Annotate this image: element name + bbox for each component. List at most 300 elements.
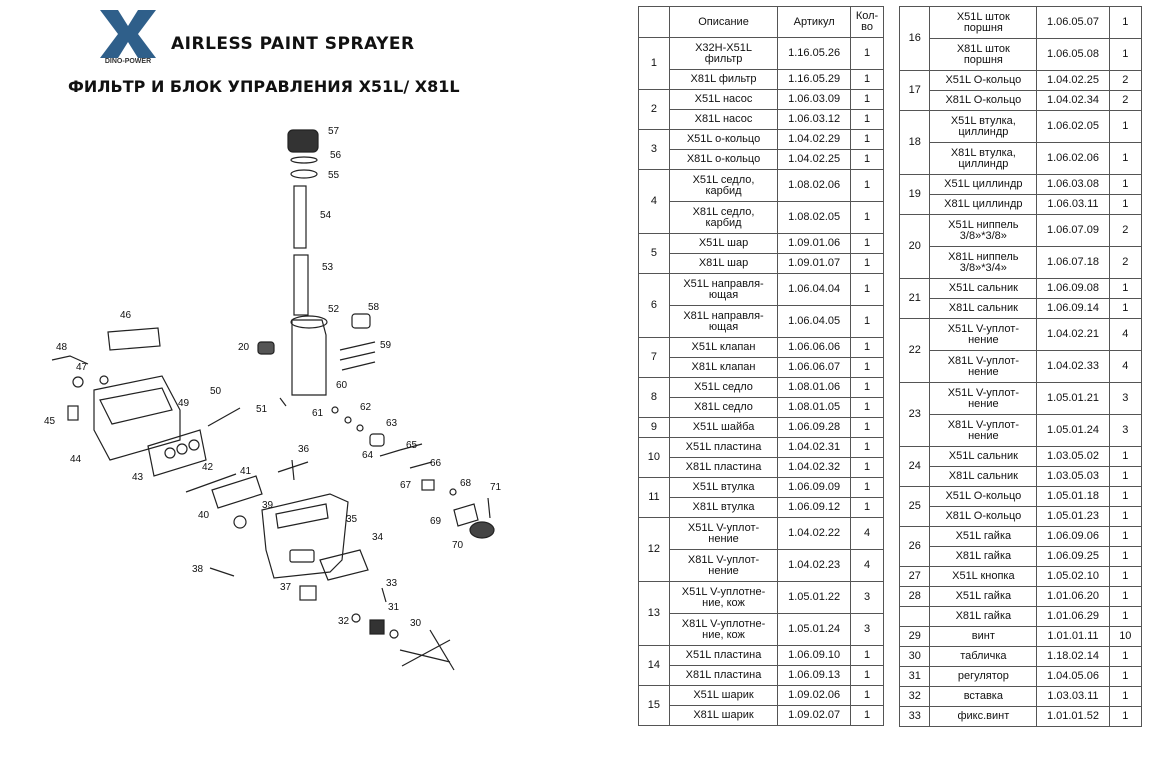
table-row xyxy=(900,319,1142,351)
part-qty: 1 xyxy=(851,90,884,110)
callout-49: 49 xyxy=(178,398,190,409)
callout-69: 69 xyxy=(430,516,442,527)
callout-59: 59 xyxy=(380,340,392,351)
table-row xyxy=(639,646,884,666)
parts-table-left xyxy=(638,6,884,726)
callout-33: 33 xyxy=(386,578,398,589)
item-number: 6 xyxy=(639,274,670,338)
part-article: 1.06.03.11 xyxy=(1037,195,1109,215)
table-row xyxy=(639,234,884,254)
part-qty: 1 xyxy=(851,254,884,274)
part-article: 1.01.06.20 xyxy=(1037,587,1109,607)
part-qty: 3 xyxy=(851,614,884,646)
part-qty: 1 xyxy=(1109,687,1141,707)
part-qty: 1 xyxy=(851,646,884,666)
part-description: X81L седло, карбид xyxy=(669,202,777,234)
item-number: 32 xyxy=(900,687,930,707)
item-number: 11 xyxy=(639,478,670,518)
item-number: 33 xyxy=(900,707,930,727)
part-qty: 1 xyxy=(1109,39,1141,71)
part-article: 1.06.07.18 xyxy=(1037,247,1109,279)
part-qty: 3 xyxy=(1109,383,1141,415)
part-description: X51L V-уплот- нение xyxy=(930,383,1037,415)
part-description: X81L фильтр xyxy=(669,70,777,90)
part-description: X51L циллиндр xyxy=(930,175,1037,195)
callout-44: 44 xyxy=(70,454,82,465)
item-number: 16 xyxy=(900,7,930,71)
table-row xyxy=(639,478,884,498)
table-row xyxy=(639,254,884,274)
table-row xyxy=(639,338,884,358)
part-qty: 1 xyxy=(1109,607,1141,627)
callout-45: 45 xyxy=(44,416,56,427)
callout-53: 53 xyxy=(322,262,334,273)
part-description: X81L пластина xyxy=(669,458,777,478)
part-article: 1.06.09.12 xyxy=(778,498,851,518)
part-qty: 1 xyxy=(1109,111,1141,143)
table-row xyxy=(900,467,1142,487)
part-article: 1.06.02.06 xyxy=(1037,143,1109,175)
part-qty: 1 xyxy=(851,38,884,70)
callout-68: 68 xyxy=(460,478,472,489)
item-number: 8 xyxy=(639,378,670,418)
part-description: X81L V-уплот- нение xyxy=(930,351,1037,383)
part-description: X51L О-кольцо xyxy=(930,71,1037,91)
part-description: X81L циллиндр xyxy=(930,195,1037,215)
item-number: 1 xyxy=(639,38,670,90)
callout-48: 48 xyxy=(56,342,68,353)
item-number: 14 xyxy=(639,646,670,686)
part-description: X81L седло xyxy=(669,398,777,418)
table-row xyxy=(900,607,1142,627)
part-article: 1.05.01.24 xyxy=(1037,415,1109,447)
part-description: винт xyxy=(930,627,1037,647)
part-article: 1.09.02.07 xyxy=(778,706,851,726)
callout-42: 42 xyxy=(202,462,214,473)
part-description: X51L О-кольцо xyxy=(930,487,1037,507)
item-number: 4 xyxy=(639,170,670,234)
part-article: 1.08.01.05 xyxy=(778,398,851,418)
part-description: X81L О-кольцо xyxy=(930,91,1037,111)
callout-66: 66 xyxy=(430,458,442,469)
part-article: 1.06.05.08 xyxy=(1037,39,1109,71)
table-row xyxy=(900,567,1142,587)
part-article: 1.06.05.07 xyxy=(1037,7,1109,39)
part-qty: 1 xyxy=(1109,707,1141,727)
part-description: X51L V-уплот- нение xyxy=(669,518,777,550)
part-qty: 1 xyxy=(851,706,884,726)
item-number: 23 xyxy=(900,383,930,447)
callout-50: 50 xyxy=(210,386,222,397)
callout-56: 56 xyxy=(330,150,342,161)
part-article: 1.03.05.03 xyxy=(1037,467,1109,487)
callout-62: 62 xyxy=(360,402,372,413)
part-article: 1.08.01.06 xyxy=(778,378,851,398)
part-description: X81L направля- ющая xyxy=(669,306,777,338)
part-description: X81L V-уплотне- ние, кож xyxy=(669,614,777,646)
part-description: X51L кнопка xyxy=(930,567,1037,587)
callout-46: 46 xyxy=(120,310,132,321)
callout-52: 52 xyxy=(328,304,340,315)
table-row xyxy=(639,130,884,150)
part-article: 1.04.02.29 xyxy=(778,130,851,150)
part-description: X51L гайка xyxy=(930,587,1037,607)
table-row xyxy=(900,447,1142,467)
table-row xyxy=(639,70,884,90)
table-row xyxy=(900,143,1142,175)
callout-41: 41 xyxy=(240,466,252,477)
table-row xyxy=(639,518,884,550)
table-row xyxy=(900,383,1142,415)
table-row xyxy=(639,686,884,706)
table-row xyxy=(639,358,884,378)
item-number: 27 xyxy=(900,567,930,587)
part-qty: 1 xyxy=(1109,567,1141,587)
part-description: X81L гайка xyxy=(930,547,1037,567)
parts-table-right xyxy=(899,6,1142,727)
callout-39: 39 xyxy=(262,500,274,511)
part-article: 1.01.01.11 xyxy=(1037,627,1109,647)
part-qty: 1 xyxy=(1109,487,1141,507)
callout-55: 55 xyxy=(328,170,340,181)
part-qty: 1 xyxy=(851,234,884,254)
part-article: 1.05.01.24 xyxy=(778,614,851,646)
item-number: 15 xyxy=(639,686,670,726)
table-row xyxy=(639,274,884,306)
callout-43: 43 xyxy=(132,472,144,483)
part-article: 1.05.01.21 xyxy=(1037,383,1109,415)
callout-47: 47 xyxy=(76,362,88,373)
part-description: X81L насос xyxy=(669,110,777,130)
part-article: 1.08.02.05 xyxy=(778,202,851,234)
table-row xyxy=(639,438,884,458)
header-qty-text: Кол- во xyxy=(855,10,879,33)
part-description: X51L шайба xyxy=(669,418,777,438)
part-article: 1.06.09.06 xyxy=(1037,527,1109,547)
part-qty: 4 xyxy=(1109,351,1141,383)
table-row xyxy=(900,299,1142,319)
part-qty: 1 xyxy=(1109,507,1141,527)
logo-x-icon xyxy=(96,8,160,64)
table-row xyxy=(639,418,884,438)
item-number: 24 xyxy=(900,447,930,487)
header-description: Описание xyxy=(669,7,777,38)
table-row xyxy=(900,279,1142,299)
callout-20: 20 xyxy=(238,342,250,353)
part-article: 1.05.02.10 xyxy=(1037,567,1109,587)
table-row xyxy=(639,150,884,170)
part-description: X51L шарик xyxy=(669,686,777,706)
header-num xyxy=(639,7,670,38)
part-article: 1.04.02.21 xyxy=(1037,319,1109,351)
header-article: Артикул xyxy=(778,7,851,38)
part-description: X81L шар xyxy=(669,254,777,274)
part-description: X81L сальник xyxy=(930,299,1037,319)
part-description: X81L гайка xyxy=(930,607,1037,627)
table-row xyxy=(900,415,1142,447)
part-qty: 1 xyxy=(851,438,884,458)
part-description: фикс.винт xyxy=(930,707,1037,727)
part-description: X81L О-кольцо xyxy=(930,507,1037,527)
table-row xyxy=(900,547,1142,567)
table-row xyxy=(639,458,884,478)
part-article: 1.09.02.06 xyxy=(778,686,851,706)
part-description: X81L V-уплот- нение xyxy=(669,550,777,582)
item-number: 13 xyxy=(639,582,670,646)
item-number: 26 xyxy=(900,527,930,567)
page-subtitle: ФИЛЬТР И БЛОК УПРАВЛЕНИЯ X51L/ X81L xyxy=(68,77,460,96)
table-row xyxy=(900,587,1142,607)
part-qty: 1 xyxy=(851,338,884,358)
part-qty: 1 xyxy=(1109,587,1141,607)
item-number: 31 xyxy=(900,667,930,687)
table-row xyxy=(900,91,1142,111)
part-article: 1.04.05.06 xyxy=(1037,667,1109,687)
table-row xyxy=(900,7,1142,39)
part-article: 1.05.01.18 xyxy=(1037,487,1109,507)
item-number: 30 xyxy=(900,647,930,667)
callout-67: 67 xyxy=(400,480,412,491)
header-qty xyxy=(851,7,884,38)
part-article: 1.06.09.25 xyxy=(1037,547,1109,567)
part-description: X51L гайка xyxy=(930,527,1037,547)
part-qty: 2 xyxy=(1109,247,1141,279)
item-number: 19 xyxy=(900,175,930,215)
part-qty: 4 xyxy=(851,518,884,550)
part-qty: 1 xyxy=(851,686,884,706)
part-description: X51L сальник xyxy=(930,279,1037,299)
item-number xyxy=(900,607,930,627)
part-description: X51L о-кольцо xyxy=(669,130,777,150)
part-article: 1.09.01.06 xyxy=(778,234,851,254)
part-description: регулятор xyxy=(930,667,1037,687)
part-description: вставка xyxy=(930,687,1037,707)
part-qty: 1 xyxy=(851,458,884,478)
part-qty: 1 xyxy=(1109,195,1141,215)
part-article: 1.06.04.04 xyxy=(778,274,851,306)
part-qty: 2 xyxy=(1109,215,1141,247)
part-article: 1.04.02.22 xyxy=(778,518,851,550)
part-qty: 1 xyxy=(1109,547,1141,567)
part-qty: 1 xyxy=(1109,299,1141,319)
table-row xyxy=(900,215,1142,247)
table-row xyxy=(900,487,1142,507)
part-article: 1.05.01.23 xyxy=(1037,507,1109,527)
part-description: X81L шарик xyxy=(669,706,777,726)
brand-name: DINO-POWER xyxy=(104,58,152,64)
table-header-row xyxy=(639,7,884,38)
part-qty: 1 xyxy=(851,130,884,150)
item-number: 18 xyxy=(900,111,930,175)
part-article: 1.04.02.33 xyxy=(1037,351,1109,383)
table-row xyxy=(900,351,1142,383)
part-article: 1.03.05.02 xyxy=(1037,447,1109,467)
table-row xyxy=(900,627,1142,647)
part-article: 1.06.06.06 xyxy=(778,338,851,358)
part-description: X51L втулка xyxy=(669,478,777,498)
callout-64: 64 xyxy=(362,450,374,461)
part-qty: 1 xyxy=(1109,7,1141,39)
part-article: 1.04.02.32 xyxy=(778,458,851,478)
part-description: X51L V-уплотне- ние, кож xyxy=(669,582,777,614)
part-qty: 3 xyxy=(1109,415,1141,447)
table-row xyxy=(900,71,1142,91)
part-qty: 2 xyxy=(1109,91,1141,111)
table-row xyxy=(639,170,884,202)
item-number: 2 xyxy=(639,90,670,130)
table-row xyxy=(639,378,884,398)
part-qty: 1 xyxy=(851,202,884,234)
part-article: 1.06.06.07 xyxy=(778,358,851,378)
table-row xyxy=(639,550,884,582)
part-article: 1.06.09.28 xyxy=(778,418,851,438)
callout-31: 31 xyxy=(388,602,400,613)
part-qty: 1 xyxy=(851,498,884,518)
part-qty: 1 xyxy=(1109,279,1141,299)
part-description: X51L седло, карбид xyxy=(669,170,777,202)
part-article: 1.06.09.08 xyxy=(1037,279,1109,299)
table-row xyxy=(639,582,884,614)
part-qty: 1 xyxy=(851,418,884,438)
callout-70: 70 xyxy=(452,540,464,551)
part-description: X51L сальник xyxy=(930,447,1037,467)
callout-38: 38 xyxy=(192,564,204,575)
part-article: 1.16.05.26 xyxy=(778,38,851,70)
table-row xyxy=(900,647,1142,667)
part-qty: 1 xyxy=(1109,447,1141,467)
item-number: 21 xyxy=(900,279,930,319)
brand-title: AIRLESS PAINT SPRAYER xyxy=(171,34,415,54)
callout-51: 51 xyxy=(256,404,268,415)
table-row xyxy=(900,687,1142,707)
callout-63: 63 xyxy=(386,418,398,429)
part-description: X51L ниппель 3/8»*3/8» xyxy=(930,215,1037,247)
table-row xyxy=(900,667,1142,687)
callout-58: 58 xyxy=(368,302,380,313)
part-qty: 1 xyxy=(851,398,884,418)
part-article: 1.01.06.29 xyxy=(1037,607,1109,627)
callout-37: 37 xyxy=(280,582,292,593)
part-description: X81L шток поршня xyxy=(930,39,1037,71)
item-number: 22 xyxy=(900,319,930,383)
part-description: X81L ниппель 3/8»*3/4» xyxy=(930,247,1037,279)
part-description: X51L шток поршня xyxy=(930,7,1037,39)
table-row xyxy=(900,507,1142,527)
callout-61: 61 xyxy=(312,408,324,419)
part-article: 1.04.02.25 xyxy=(1037,71,1109,91)
part-qty: 10 xyxy=(1109,627,1141,647)
callout-labels xyxy=(44,126,502,629)
dino-power-logo xyxy=(96,8,160,64)
part-description: X81L пластина xyxy=(669,666,777,686)
part-description: X51L шар xyxy=(669,234,777,254)
part-description: X51L пластина xyxy=(669,646,777,666)
callout-40: 40 xyxy=(198,510,210,521)
item-number: 3 xyxy=(639,130,670,170)
part-article: 1.03.03.11 xyxy=(1037,687,1109,707)
item-number: 7 xyxy=(639,338,670,378)
part-description: X81L клапан xyxy=(669,358,777,378)
part-article: 1.06.09.10 xyxy=(778,646,851,666)
table-row xyxy=(639,202,884,234)
callout-54: 54 xyxy=(320,210,332,221)
part-qty: 4 xyxy=(851,550,884,582)
part-description: X32H-X51L фильтр xyxy=(669,38,777,70)
table-row xyxy=(900,527,1142,547)
part-article: 1.06.03.12 xyxy=(778,110,851,130)
item-number: 29 xyxy=(900,627,930,647)
part-qty: 1 xyxy=(851,478,884,498)
table-row xyxy=(639,498,884,518)
callout-34: 34 xyxy=(372,532,384,543)
part-description: X51L пластина xyxy=(669,438,777,458)
callout-65: 65 xyxy=(406,440,418,451)
part-article: 1.04.02.31 xyxy=(778,438,851,458)
table-row xyxy=(639,90,884,110)
part-description: X51L направля- ющая xyxy=(669,274,777,306)
part-qty: 1 xyxy=(851,170,884,202)
table-row xyxy=(900,707,1142,727)
callout-60: 60 xyxy=(336,380,348,391)
part-article: 1.06.03.09 xyxy=(778,90,851,110)
part-description: X51L клапан xyxy=(669,338,777,358)
part-description: X81L сальник xyxy=(930,467,1037,487)
table-row xyxy=(900,195,1142,215)
item-number: 5 xyxy=(639,234,670,274)
callout-30: 30 xyxy=(410,618,422,629)
table-row xyxy=(900,39,1142,71)
part-article: 1.01.01.52 xyxy=(1037,707,1109,727)
table-row xyxy=(900,111,1142,143)
item-number: 10 xyxy=(639,438,670,478)
part-description: X81L втулка, циллиндр xyxy=(930,143,1037,175)
part-article: 1.04.02.34 xyxy=(1037,91,1109,111)
part-qty: 1 xyxy=(851,70,884,90)
part-description: X81L о-кольцо xyxy=(669,150,777,170)
part-article: 1.04.02.23 xyxy=(778,550,851,582)
part-qty: 1 xyxy=(851,110,884,130)
table-row xyxy=(900,175,1142,195)
part-qty: 1 xyxy=(1109,527,1141,547)
table-row xyxy=(639,666,884,686)
part-qty: 1 xyxy=(851,666,884,686)
part-article: 1.06.09.13 xyxy=(778,666,851,686)
part-article: 1.09.01.07 xyxy=(778,254,851,274)
part-qty: 1 xyxy=(1109,647,1141,667)
part-qty: 1 xyxy=(1109,467,1141,487)
exploded-parts-diagram xyxy=(30,110,590,760)
table-row xyxy=(639,706,884,726)
table-row xyxy=(639,38,884,70)
part-article: 1.06.04.05 xyxy=(778,306,851,338)
part-qty: 1 xyxy=(1109,175,1141,195)
part-article: 1.06.07.09 xyxy=(1037,215,1109,247)
part-article: 1.04.02.25 xyxy=(778,150,851,170)
table-row xyxy=(639,614,884,646)
part-article: 1.08.02.06 xyxy=(778,170,851,202)
item-number: 20 xyxy=(900,215,930,279)
part-qty: 2 xyxy=(1109,71,1141,91)
item-number: 9 xyxy=(639,418,670,438)
part-qty: 1 xyxy=(851,306,884,338)
callout-57: 57 xyxy=(328,126,340,137)
part-description: X51L насос xyxy=(669,90,777,110)
table-row xyxy=(639,398,884,418)
table-row xyxy=(639,110,884,130)
part-description: X81L V-уплот- нение xyxy=(930,415,1037,447)
part-qty: 1 xyxy=(1109,667,1141,687)
table-row xyxy=(900,247,1142,279)
